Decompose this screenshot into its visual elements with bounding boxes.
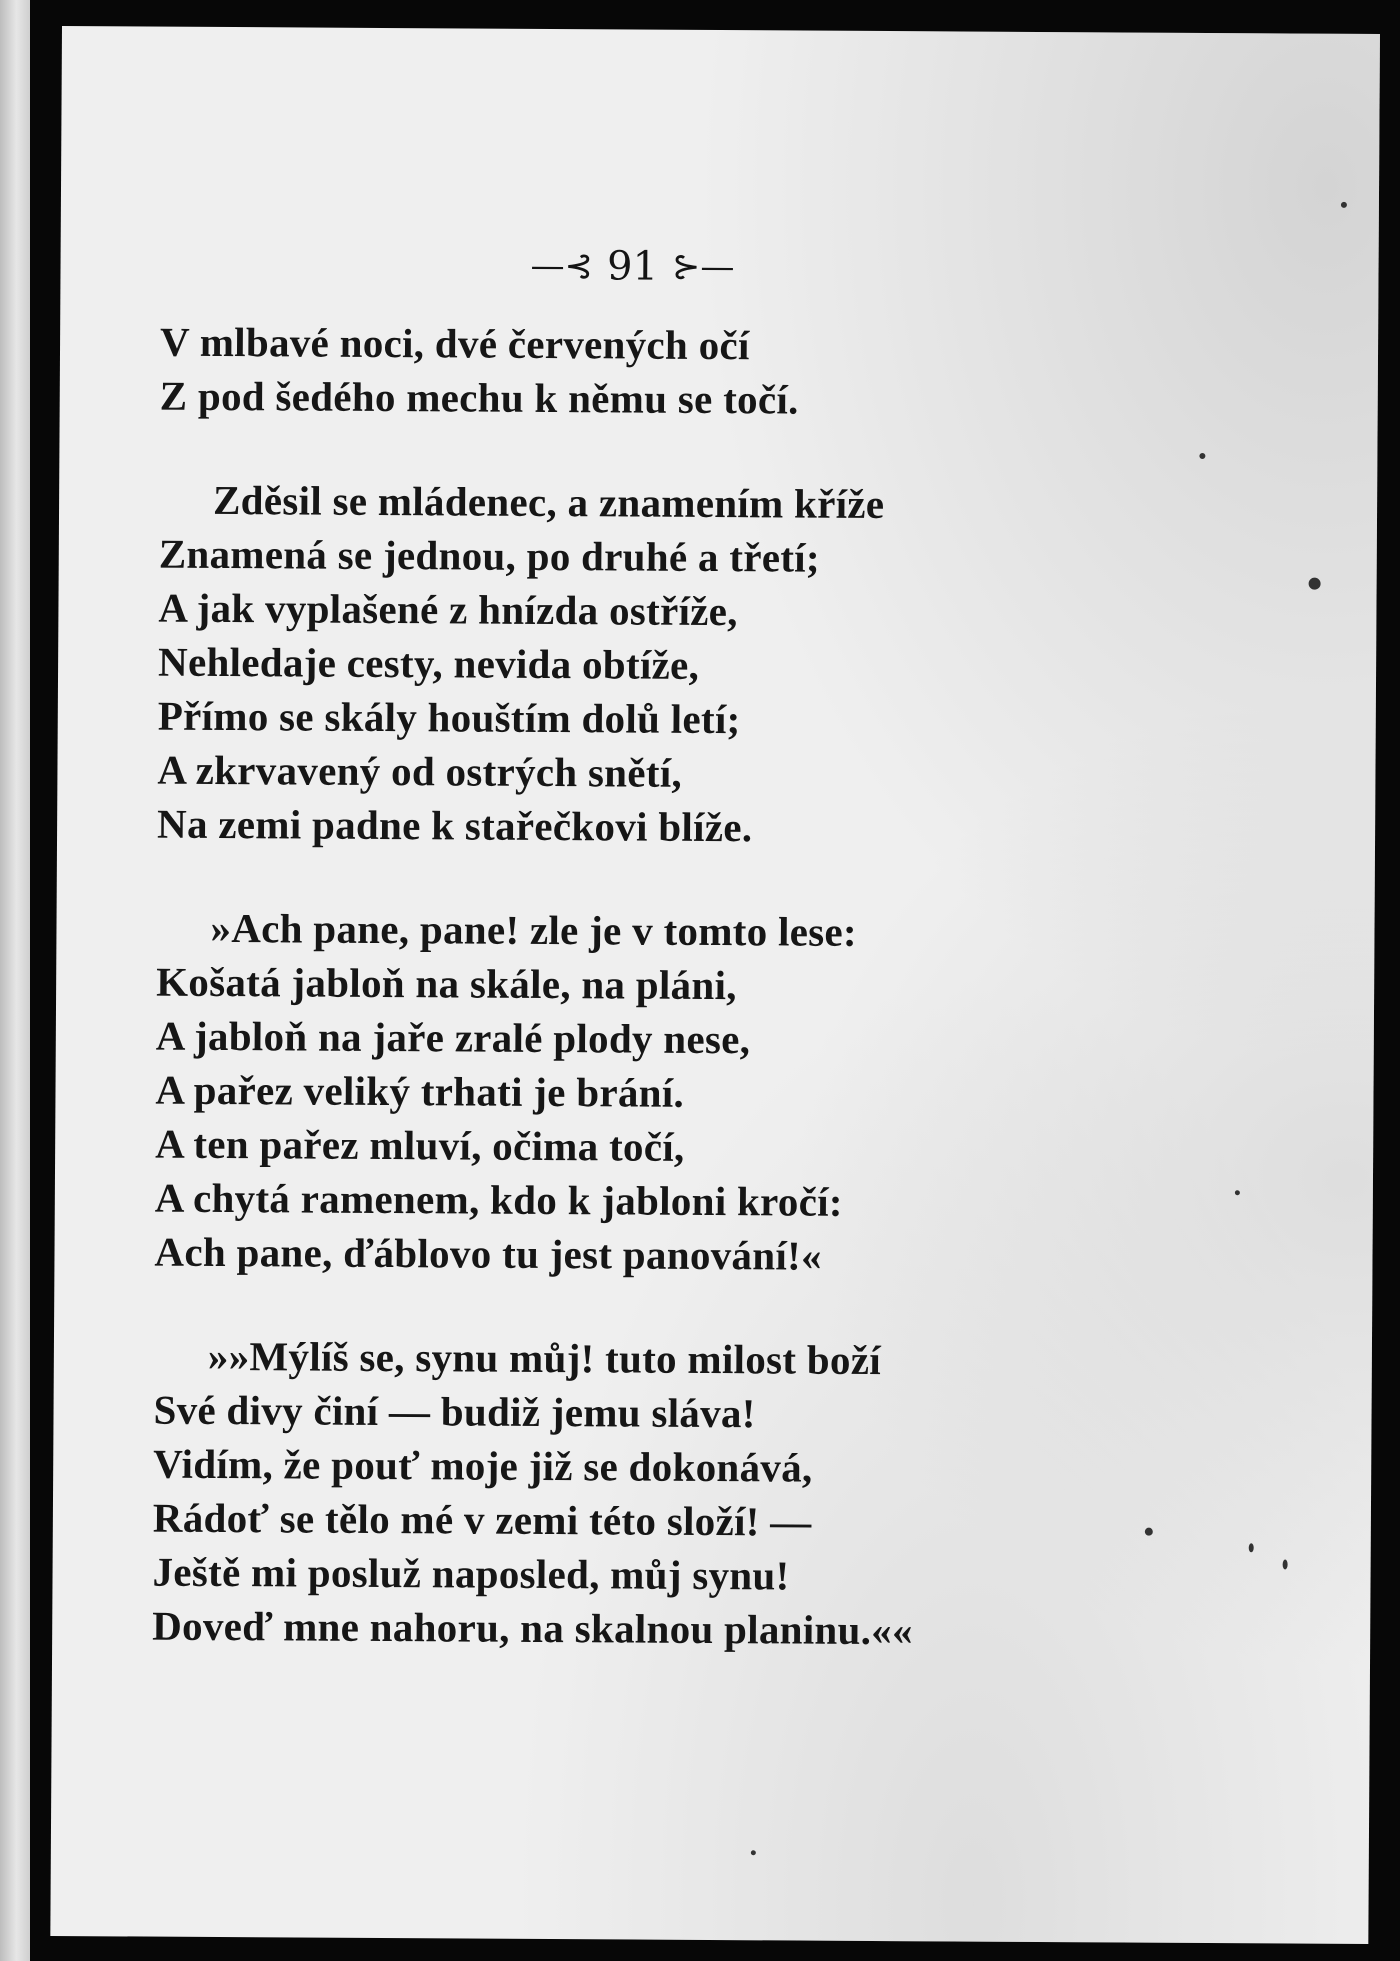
scan-speck <box>1309 578 1321 590</box>
verse-line: A jak vyplašené z hnízda ostříže, <box>158 584 738 635</box>
verse-line: Na zemi padne k stařečkovi blíže. <box>156 800 753 851</box>
verse-line: Své divy činí — budiž jemu sláva! <box>153 1386 756 1437</box>
page-number: 91 <box>606 243 659 290</box>
scan-speck <box>1249 1543 1254 1552</box>
book-page <box>50 26 1380 1944</box>
verse-line: Zděsil se mládenec, a znamením kříže <box>212 476 885 528</box>
verse-line: Znamená se jednou, po druhé a třetí; <box>158 530 821 581</box>
verse-line: Nehledaje cesty, nevida obtíže, <box>157 638 700 688</box>
verse-line: Rádoť se tělo mé v zemi této složí! — <box>152 1494 812 1545</box>
verse-line: A zkrvavený od ostrých snětí, <box>157 746 683 796</box>
verse-line: A ten pařez mluví, očima točí, <box>155 1120 685 1170</box>
stanza-break <box>157 851 1157 907</box>
scan-speck <box>1283 1559 1288 1569</box>
verse-line: Vidím, že pouť moje již se dokonává, <box>153 1440 813 1491</box>
scan-speck <box>751 1850 756 1855</box>
scan-speck <box>1199 453 1205 459</box>
verse-line: V mlbavé noci, dvé červených očí <box>159 318 750 369</box>
scan-speck <box>1341 202 1347 208</box>
poem-text <box>152 315 1160 1659</box>
ornament-right-icon: ⊱— <box>671 246 735 288</box>
scan-speck <box>1235 1190 1240 1195</box>
verse-line: Přímo se skály houštím dolů letí; <box>157 692 741 743</box>
ornament-left-icon: —⊰ <box>530 245 594 287</box>
page-header <box>502 236 762 298</box>
stanza-break <box>159 423 1159 479</box>
verse-line: A chytá ramenem, kdo k jabloni kročí: <box>154 1174 843 1225</box>
scan-speck <box>1145 1528 1153 1536</box>
verse-line: »Ach pane, pane! zle je v tomto lese: <box>210 904 858 955</box>
verse-line: »»Mýlíš se, synu můj! tuto milost boží <box>207 1332 882 1384</box>
verse-line: A pařez veliký trhati je brání. <box>155 1066 685 1116</box>
verse-line: Ach pane, ďáblovo tu jest panování!« <box>154 1228 822 1279</box>
verse-line: Košatá jabloň na skále, na pláni, <box>156 958 737 1009</box>
verse-line: Ještě mi posluž naposled, můj synu! <box>152 1548 790 1599</box>
adjacent-page-edge <box>0 0 30 1961</box>
verse-line: A jabloň na jaře zralé plody nese, <box>155 1012 751 1063</box>
verse-line: Z pod šedého mechu k němu se točí. <box>159 372 799 423</box>
verse-line: Doveď mne nahoru, na skalnou planinu.«« <box>152 1602 913 1654</box>
stanza-break <box>154 1279 1154 1335</box>
